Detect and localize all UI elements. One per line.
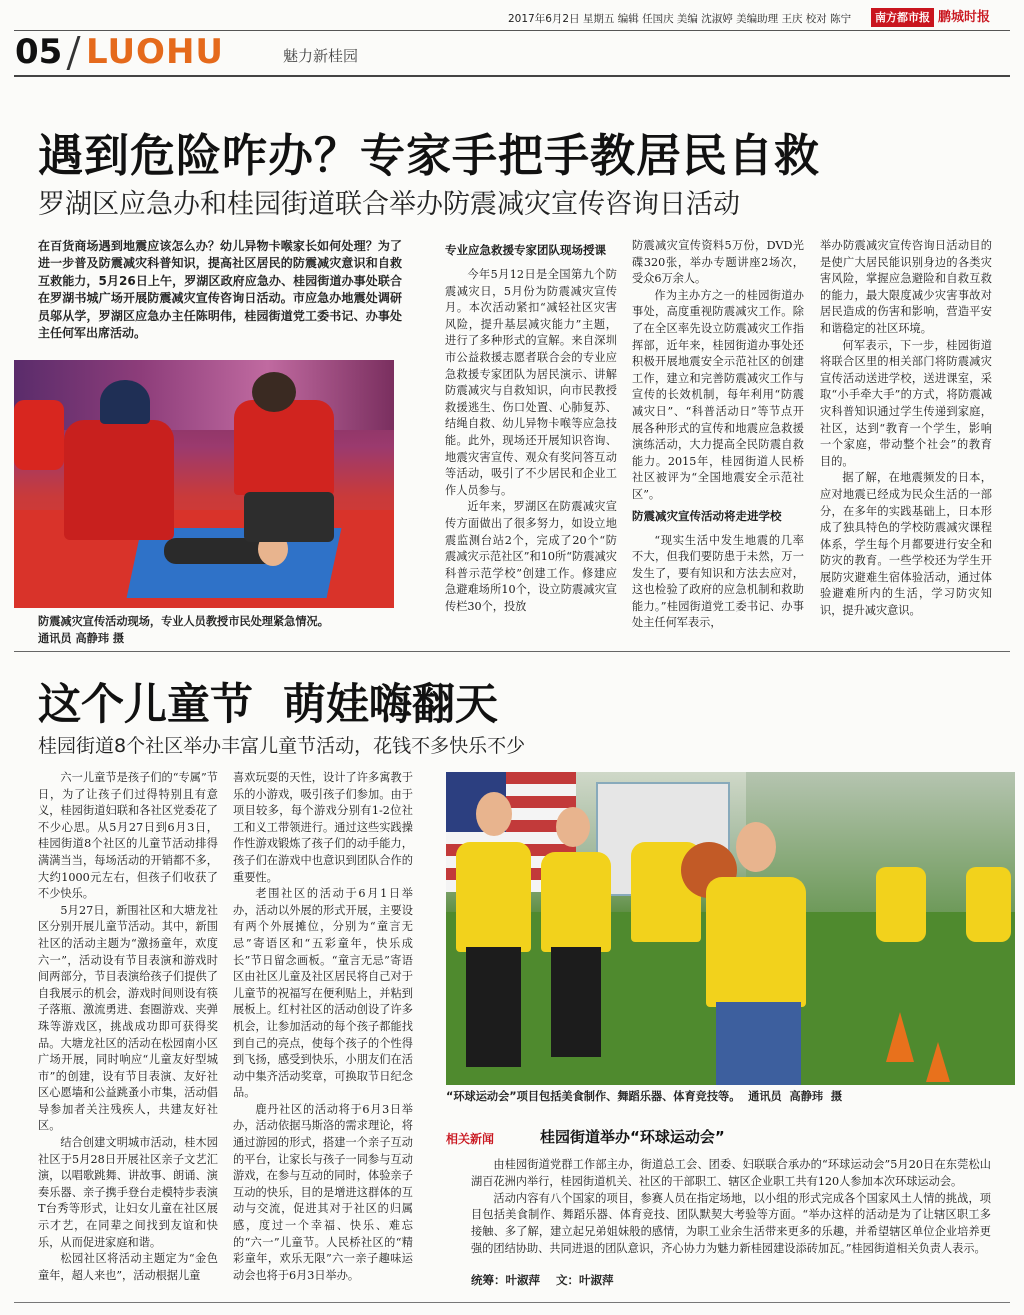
article1-c1-p2: 近年来，罗湖区在防震减灾宣传方面做出了很多努力，如设立地震监测台站2个，完成了20个“防震减灾示范社区”和10所“防震减灾科普示范学校”创建工作。修建应急避难场所10个，设立防震减灾宣传栏30个，投放 <box>445 500 617 613</box>
article2-headline: 这个儿童节 萌娃嗨翻天 <box>38 680 498 730</box>
article1-c3-p2: 何军表示，下一步，桂园街道将联合区里的相关部门将防震减灾宣传活动送进学校，送进课室，采取“小手牵大手”的方式，将防震减灾科普知识通过学生传递到家庭，社区，达到“教育一个学生，影响一个家庭，带动整个社会”的教育目的。 <box>820 338 992 468</box>
article2-b-p3: 鹿丹社区的活动将于6月3日举办，活动依据马斯洛的需求理论，将通过游园的形式，搭建一个亲子互动的平台，让家长与孩子一同参与互动游戏，在参与互动的同时，体验亲子互动的快乐，目的是增进这群体的互动与交流，促进其对于社区的归属感，度过一个幸福、快乐、难忘的“六一”儿童节。人民桥社区的“精彩童年，欢乐无限”六一亲子趣味运动会也将于6月3日举办。 <box>233 1102 413 1282</box>
section-divider <box>14 651 1010 652</box>
logo-pengcheng: 鹏城时报 <box>938 10 991 25</box>
related-news-tag: 相关新闻 <box>446 1132 495 1146</box>
article2-b-p2: 老围社区的活动于6月1日举办，活动以外展的形式开展，主要设有两个外展摊位，分别为“童言无忌”寄语区和“五彩童年，快乐成长”节日留念画板。“童言无忌”寄语区由社区儿童及社区居民将自己对于儿童节的祝福写在便利贴上，并粘到展板上。红村社区的活动创设了许多机会，让参加活动的每个孩子都能找到自己的亮点，使每个孩子的个性得到飞扬，感受到快乐，小朋友们在活动中集齐活动奖章，可换取节日纪念品。 <box>233 887 413 1100</box>
photo1-caption <box>38 613 394 647</box>
related-news-title: 桂园街道举办“环球运动会” <box>540 1128 725 1146</box>
article1-subhead: 罗湖区应急办和桂园街道联合举办防震减灾宣传咨询日活动 <box>38 189 740 220</box>
article1-c2-p2: 作为主办方之一的桂园街道办事处，高度重视防震减灾工作。除了在全区率先设立防震减灾工作指挥部，近年来，桂园街道办事处还积极开展地震安全示范社区的创建工作，建立和完善防震减灾工作与宣传的长效机制，每年利用“防震减灾日”、“科普活动日”等节点开展各种形式的宣传和地震应急救援演练活动，大力提高全民防震自救能力。2015年，桂园街道人民桥社区被评为“全国地震安全示范社区”。 <box>632 288 804 501</box>
section-subtitle: 魅力新桂园 <box>283 47 359 65</box>
article1-c1-p1: 今年5月12日是全国第九个防震减灾日，5月份为防震减灾宣传月。本次活动紧扣“减轻社区灾害风险，提升基层减灾能力”主题，进行了多种形式的宣解。来自深圳市公益救援志愿者联合会的专业应急救援专家团队为居民演示、讲解防震减灾与自救知识，向市民教授救援逃生、伤口处置、心肺复苏、结绳自救、幼儿异物卡喉等应急技能。此外，现场还开展知识咨询、地震灾害宣传、观众有奖问答互动等活动，吸引了不少居民和企业工作人员参与。 <box>445 268 617 497</box>
article2-b-p1: 喜欢玩耍的天性，设计了许多寓教于乐的小游戏，吸引孩子们参加。由于项目较多，每个游戏分别有1-2位社工和义工带领进行。通过这些实践操作性游戏锻炼了孩子们的动手能力，孩子们在游戏中也意识到团队合作的重要性。 <box>233 771 413 884</box>
article1-column-3 <box>820 238 992 642</box>
sports-event-photo <box>446 772 1015 1085</box>
article2-column-2 <box>233 770 413 1290</box>
related-p2: 活动内容有八个国家的项目，参赛人员在指定场地，以小组的形式完成各个国家风土人情的挑战，项目包括美食制作、舞蹈乐器、体育竞技、团队默契大考验等方面。“举办这样的活动是为了让辖区职工多接触、多了解，建立起兄弟姐妹般的感情，为职工业余生活带来更多的乐趣，并希望辖区单位企业培养更强的团结协助、共同进退的团队意识，齐心协力为魅力新桂园建设添砖加瓦。”桂园街道相关负责人表示。 <box>471 1191 991 1255</box>
masthead-rule <box>14 75 1010 77</box>
article1-lead: 在百货商场遇到地震应该怎么办？幼儿异物卡喉家长如何处理？为了进一步普及防震减灾科普知识，提高社区居民的防震减灾意识和自救互救能力，5月26日上午，罗湖区政府应急办、桂园街道办事处联合在罗湖书城广场开展防震减灾宣传咨询日活动。市应急办地震处调研员邬从学，罗湖区应急办主任陈明伟，桂园街道党工委书记、办事处主任何军出席活动。 <box>38 239 402 341</box>
bottom-rule <box>14 1302 1010 1303</box>
article1-c2-p3: “现实生活中发生地震的几率不大，但我们要防患于未然，万一发生了，要有知识和方法去应对，这也检验了政府的应急机制和救助能力。”桂园街道党工委书记、办事处主任何军表示， <box>632 533 804 630</box>
masthead-rule-top <box>14 30 1010 31</box>
article2-a-p3: 结合创建文明城市活动，桂木园社区于5月28日开展社区亲子文艺汇演，以唱歌跳舞、讲故事、朗诵、演奏乐器、亲子携手登台走模特步表演T台秀等形式，让妇女儿童在社区展示才艺，在同辈之间找到友谊和快乐，从而促进家庭和谐。 <box>38 1136 218 1249</box>
page-number: 05 <box>15 32 63 72</box>
article2-a-p4: 松园社区将活动主题定为“金色童年，超人来也”，活动根据儿童 <box>38 1252 218 1282</box>
photo1-caption-text: 防震减灾宣传活动现场，专业人员教授市民处理紧急情况。 <box>38 615 329 628</box>
first-aid-photo <box>14 360 394 608</box>
article1-heading-2: 防震减灾宣传活动将走进学校 <box>632 508 782 523</box>
article2-a-p1: 六一儿童节是孩子们的“专属”节日，为了让孩子们过得特别且有意义，桂园街道妇联和各社区党委花了不少心思。从5月27日到6月3日，桂园街道8个社区的儿童节活动排得满满当当，每场活动的开销都不多，大约1000元左右，但孩子们收获了不少快乐。 <box>38 771 218 901</box>
article1-c2-p1: 防震减灾宣传资料5万份，DVD光碟320张，举办专题讲座2场次，受众6万余人。 <box>632 239 804 286</box>
article2-a-p2: 5月27日，新围社区和大塘龙社区分别开展儿童节活动。其中，新围社区的活动主题为“激扬童年，欢度六一”，活动设有节目表演和游戏时间两部分，节目表演给孩子们提供了自我展示的机会，游戏时间则设有筷子落瓶、激流勇进、套圈游戏、夹弹珠等游戏区，挑战成功即可获得奖品。大塘龙社区的活动在松园南小区广场开展，同时响应“儿童友好型城市”的创建，设有节目表演、友好社区心愿墙和公益跳蚤小市集，活动倡导参加者关注残疾人，共建友好社区。 <box>38 903 218 1133</box>
article1-column-2 <box>632 238 804 642</box>
slash-divider <box>66 36 80 70</box>
related-news-body <box>471 1157 991 1267</box>
article1-column-1 <box>445 238 617 642</box>
related-p1: 由桂园街道党群工作部主办，街道总工会、团委、妇联联合承办的“环球运动会”5月20日在东莞松山湖百花洲内举行，桂园街道机关、社区的干部职工、辖区企业职工共有120人参加本次环球运动会。 <box>471 1158 991 1188</box>
article1-c3-p3: 据了解，在地震频发的日本，应对地震已经成为民众生活的一部分，在多年的实践基础上，日本形成了独具特色的学校防震减灾课程体系，学生每个月都要进行安全和防灾的教育。一些学校还为学生开展防灾避难生宿体验活动，通过体验避难所内的生活，学习防灾知识，提升减灾意识。 <box>820 471 992 618</box>
photo1-credit: 通讯员 高静玮 摄 <box>38 632 125 645</box>
masthead-meta: 2017年6月2日 星期五 编辑 任国庆 美编 沈淑婷 美编助理 王庆 校对 陈宁 <box>508 13 852 25</box>
newspaper-logo <box>871 8 990 27</box>
article1-c3-p1: 举办防震减灾宣传咨询日活动目的是使广大居民能识别身边的各类灾害风险，掌握应急避险和自救互救的能力，最大限度减少灾害事故对居民造成的伤害和影响，营造平安和谐稳定的社区环境。 <box>820 239 992 335</box>
photo2-caption: “环球运动会”项目包括美食制作、舞蹈乐器、体育竞技等。 通讯员 高静玮 摄 <box>446 1090 843 1103</box>
article2-column-1 <box>38 770 218 1290</box>
article1-headline: 遇到危险咋办？专家手把手教居民自救 <box>38 129 821 182</box>
logo-nandu: 南方都市报 <box>871 8 934 27</box>
article1-heading-1: 专业应急救援专家团队现场授课 <box>445 243 606 257</box>
related-byline: 统筹：叶淑萍 文：叶淑萍 <box>471 1273 614 1287</box>
section-title: LUOHU <box>86 32 225 72</box>
article2-subhead: 桂园街道8个社区举办丰富儿童节活动，花钱不多快乐不少 <box>38 735 526 757</box>
